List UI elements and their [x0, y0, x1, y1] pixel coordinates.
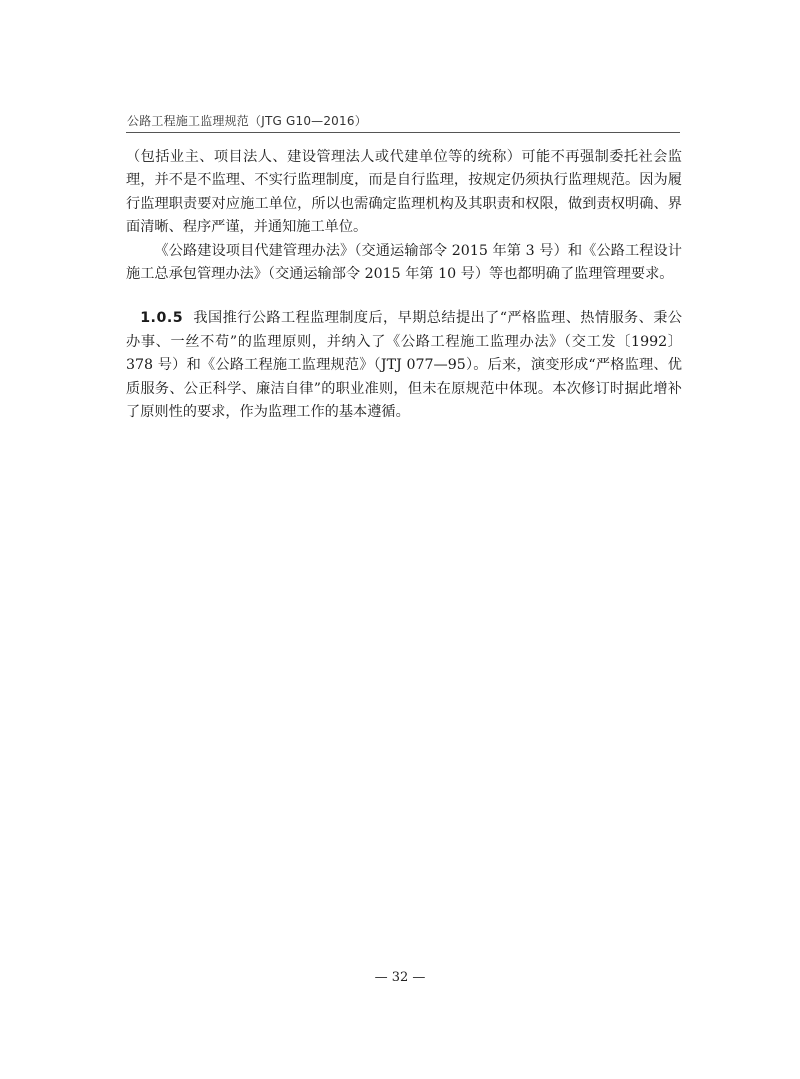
clause-number: 1.0.5: [140, 310, 184, 327]
running-header: 公路工程施工监理规范（JTG G10—2016）: [127, 114, 367, 128]
paragraph-continued: （包括业主、项目法人、建设管理法人或代建单位等的统称）可能不再强制委托社会监理，并不是不监理、不实行监理制度，而是自行监理，按规定仍须执行监理规范。因为履行监理职责要对应施工单位，所以也需确定监理机构及其职责和权限，做到责权明确、界面清晰、程序严谨，并通知施工单位。: [126, 149, 682, 236]
paragraph-regulations: 《公路建设项目代建管理办法》（交通运输部令 2015 年第 3 号）和《公路工程设计施工总承包管理办法》（交通运输部令 2015 年第 10 号）等也都明确了监理管理要求。: [126, 242, 682, 283]
body-text: [126, 146, 682, 424]
page-number: — 32 —: [374, 970, 426, 985]
clause-text: 我国推行公路工程监理制度后，早期总结提出了“严格监理、热情服务、秉公办事、一丝不苟”的监理原则，并纳入了《公路工程施工监理办法》（交工发〔1992〕378 号）和《公路工程施工监理规范》（JTJ 077—95）。后来，演变形成“严格监理、优质服务、公正科学、廉洁自律”的职业准则，但未在原规范中体现。本次修订时据此增补了原则性的要求，作为监理工作的基本遵循。: [126, 310, 682, 421]
header-rule: [126, 132, 680, 133]
clause-1-0-5: [126, 307, 682, 424]
